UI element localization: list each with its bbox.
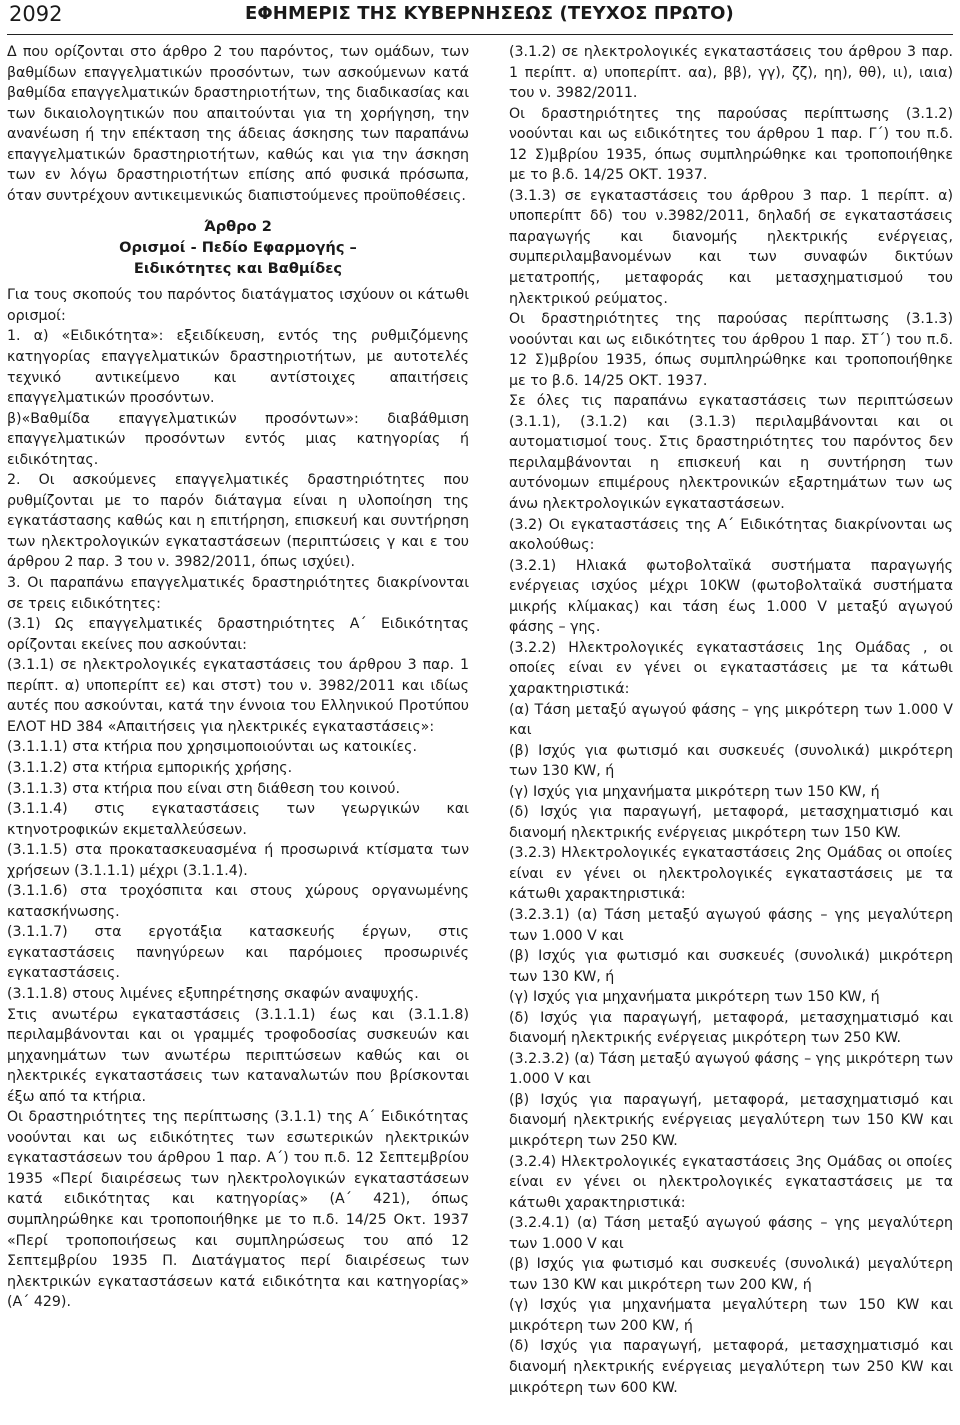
paragraph: (3.2.4) Ηλεκτρολογικές εγκαταστάσεις 3ης Ομάδας οι οποίες είναι εν γένει οι ηλεκτρολογικές εγκαταστάσεις με τα κάτωθι χαρακτηριστικά: (509, 1153, 953, 1211)
paragraph: (3.1.1.6) στα τροχόσπιτα και στους χώρους οργανωμένης κατασκήνωσης. (7, 883, 469, 920)
paragraph: (3.2) Οι εγκαταστάσεις της Α΄ Ειδικότητας διακρίνονται ως ακολούθως: (509, 516, 953, 554)
page-number: 2092 (9, 2, 63, 26)
journal-title: ΕΦΗΜΕΡΙΣ ΤΗΣ ΚΥΒΕΡΝΗΣΕΩΣ (ΤΕΥΧΟΣ ΠΡΩΤΟ) (245, 3, 734, 24)
article-title-line1: Ορισμοί - Πεδίο Εφαρμογής – (119, 239, 357, 257)
paragraph: Για τους σκοπούς του παρόντος διατάγματος ισχύουν οι κάτωθι ορισμοί: (7, 287, 469, 324)
paragraph: Οι δραστηριότητες της παρούσας περίπτωσης (3.1.3) νοούνται και ως ειδικότητες του άρθρου 1 παρ. ΣΤ΄) του π.δ. 12 Σ)μβρίου 1935, όπως συμπληρώθηκε και τροποποιήθηκε με το β.δ. 14/25 ΟΚΤ. 1937. (509, 311, 953, 389)
paragraph: (3.1.1.1) στα κτήρια που χρησιμοποιούνται ως κατοικίες. (7, 739, 417, 756)
paragraph: (γ) Ισχύς για μηχανήματα μικρότερη των 150 KW, ή (509, 783, 880, 800)
paragraph: (3.2.3.2) (α) Τάση μεταξύ αγωγού φάσης – γης μικρότερη των 1.000 V και (509, 1050, 953, 1088)
paragraph: (3.1.1.4) στις εγκαταστάσεις των γεωργικών και κτηνοτροφικών εκμεταλλεύσεων. (7, 801, 469, 838)
paragraph: (3.1.1.2) στα κτήρια εμπορικής χρήσης. (7, 759, 293, 776)
paragraph: (δ) Ισχύς για παραγωγή, μεταφορά, μετασχηματισμό και διανομή ηλεκτρικής ενέργειας μικρότερη των 250 KW. (509, 1009, 953, 1047)
paragraph: (3.1.1.8) στους λιμένες εξυπηρέτησης σκαφών αναψυχής. (7, 985, 419, 1002)
paragraph: 3. Οι παραπάνω επαγγελματικές δραστηριότητες διακρίνονται σε τρεις ειδικότητες: (7, 575, 469, 612)
paragraph: (3.1.1.7) στα εργοτάξια κατασκευής έργων, στις εγκαταστάσεις πανηγύρεων και παρόμοιες προσωρινές εγκαταστάσεις. (7, 924, 469, 982)
paragraph: (δ) Ισχύς για παραγωγή, μεταφορά, μετασχηματισμό και διανομή ηλεκτρικής ενέργειας μεγαλύτερη των 250 KW και μικρότερη των 600 KW. (509, 1338, 953, 1396)
paragraph: (3.2.1) Ηλιακά φωτοβολταϊκά συστήματα παραγωγής ενέργειας ισχύος μέχρι 10KW (φωτοβολταϊκά συστήματα μικρής κλίμακας) και τάση έως 1.000 V μεταξύ αγωγού φάσης – γης. (509, 557, 953, 636)
page-header (7, 0, 953, 35)
paragraph: (3.1.1.3) στα κτήρια που είναι στη διάθεση του κοινού. (7, 780, 400, 797)
paragraph: (3.2.2) Ηλεκτρολογικές εγκαταστάσεις 1ης Ομάδας , οι οποίες είναι εν γένει οι εγκαταστάσεις με τα κάτωθι χαρακτηριστικά: (509, 639, 953, 697)
paragraph: (β) Ισχύς για φωτισμό και συσκευές (συνολικά) μικρότερη των 130 KW, ή (509, 742, 953, 780)
intro-paragraph: Δ που ορίζονται στο άρθρο 2 του παρόντος, των ομάδων, των βαθμίδων επαγγελματικών προσόντων, των ασκούμενων κατά βαθμίδα επαγγελματικών δραστηριοτήτων, της διαδικασίας και των δικαιολογητικών που απαιτούνται για τη χορήγηση, την ανανέωση ή την επέκταση της άδειας άσκησης των παραπάνω επαγγελματικών δραστηριοτήτων, καθώς και για την άσκηση των εν λόγω δραστηριοτήτων επίσης από φυσικά πρόσωπα, όταν συντρέχουν αντικειμενικώς διαπιστούμενες προϋποθέσεις. (7, 44, 469, 204)
paragraph: Στις ανωτέρω εγκαταστάσεις (3.1.1.1) έως και (3.1.1.8) περιλαμβάνονται και οι γραμμές τροφοδοσίας συσκευών και μηχανημάτων των ανωτέρω περιπτώσεων καθώς και οι ηλεκτρικές εγκαταστάσεις των καταναλωτών που βρίσκονται έξω από τα κτήρια. (7, 1006, 469, 1105)
right-column (509, 42, 953, 1398)
paragraph: β)«Βαθμίδα επαγγελματικών προσόντων»: διαβάθμιση επαγγελματικών προσόντων εντός μιας κατηγορίας ή ειδικότητας. (7, 410, 469, 468)
paragraph: (β) Ισχύς για φωτισμό και συσκευές (συνολικά) μικρότερη των 130 KW, ή (509, 948, 953, 985)
paragraph: (β) Ισχύς για φωτισμό και συσκευές (συνολικά) μεγαλύτερη των 130 KW και μικρότερη των 200 KW, ή (509, 1256, 953, 1293)
paragraph: Σε όλες τις παραπάνω εγκαταστάσεις των περιπτώσεων (3.1.1), (3.1.2) και (3.1.3) περιλαμβάνονται και οι αυτοματισμοί τους. Στις δραστηριότητες του παρόντος δεν περιλαμβάνονται η επισκευή και η συντήρηση των αυτόνομων επιμέρους ηλεκτρονικών εξαρτημάτων των ως άνω ηλεκτρολογικών εγκαταστάσεων. (509, 393, 953, 513)
paragraph: (γ) Ισχύς για μηχανήματα μεγαλύτερη των 150 KW και μικρότερη των 200 KW, ή (509, 1297, 953, 1334)
paragraph: (3.1.2) σε ηλεκτρολογικές εγκαταστάσεις του άρθρου 3 παρ. 1 περίπτ. α) υποπερίπτ. αα), ββ), γγ), ζζ), ηη), θθ), ιι), ιαια) του ν. 3982/2011. (509, 44, 953, 102)
paragraph: (δ) Ισχύς για παραγωγή, μεταφορά, μετασχηματισμό και διανομή ηλεκτρικής ενέργειας μικρότερη των 150 KW. (509, 804, 953, 841)
paragraph: 2. Οι ασκούμενες επαγγελματικές δραστηριότητες που ρυθμίζονται με το παρόν διάταγμα είναι η υλοποίηση της εγκατάστασης καθώς και η επιτήρηση, επισκευή και συντήρηση των ηλεκτρολογικών εγκαταστάσεων (περιπτώσεις γ και ε του άρθρου 2 παρ. 3 του ν. 3982/2011, όπως ισχύει). (7, 472, 469, 571)
paragraph: (3.2.3) Ηλεκτρολογικές εγκαταστάσεις 2ης Ομάδας οι οποίες είναι εν γένει οι ηλεκτρολογικές εγκαταστάσεις με τα κάτωθι χαρακτηριστικά: (509, 845, 953, 903)
paragraph: Οι δραστηριότητες της περίπτωσης (3.1.1) της Α΄ Ειδικότητας νοούνται και ως ειδικότητες των εσωτερικών ηλεκτρικών εγκαταστάσεων του άρθρου 1 παρ. Α΄) του π.δ. 12 Σεπτεμβρίου 1935 «Περί διαιρέσεως των ηλεκτρολογικών εγκαταστάσεων κατά ειδικότητας και κατηγορίας» (Α΄ 421), όπως συμπληρώθηκε και τροποποιήθηκε με το π.δ. 14/25 Οκτ. 1937 «Περί τροποποιήσεως και συμπληρώσεως του από 12 Σεπτεμβρίου 1935 Π. Διατάγματος περί διαιρέσεως των ηλεκτρικών εγκαταστάσεων κατά ειδικότητα και κατηγορίας» (Α΄ 429). (7, 1109, 469, 1311)
paragraph: (3.1) Ως επαγγελματικές δραστηριότητες Α΄ Ειδικότητας ορίζονται εκείνες που ασκούνται: (7, 616, 469, 653)
article-title-line2: Ειδικότητες και Βαθμίδες (133, 260, 343, 278)
paragraph: (α) Τάση μεταξύ αγωγού φάσης – γης μικρότερη των 1.000 V και (509, 701, 953, 739)
paragraph: (γ) Ισχύς για μηχανήματα μικρότερη των 150 KW, ή (509, 989, 880, 1006)
article-number: Άρθρο 2 (204, 218, 272, 236)
paragraph: (β) Ισχύς για παραγωγή, μεταφορά, μετασχηματισμό και διανομή ηλεκτρικής ενέργειας μεγαλύτερη των 150 KW και μικρότερη των 250 KW. (509, 1091, 953, 1149)
article-heading (7, 216, 469, 279)
left-column (7, 42, 469, 1313)
paragraph: Οι δραστηριότητες της παρούσας περίπτωσης (3.1.2) νοούνται και ως ειδικότητες του άρθρου 1 παρ. Γ΄) του π.δ. 12 Σ)μβρίου 1935, όπως συμπληρώθηκε και τροποποιήθηκε με το β.δ. 14/25 ΟΚΤ. 1937. (509, 105, 953, 184)
paragraph: (3.1.3) σε εγκαταστάσεις του άρθρου 3 παρ. 1 περίπτ. α) υποπερίπτ δδ) του ν.3982/2011, δηλαδή σε εγκαταστάσεις παραγωγής και διανομής ηλεκτρικής ενέργειας, συμπεριλαμβανομένων και των συναφών δικτύων μετατροπής, μεταφοράς και μετασχηματισμού του ηλεκτρικού ρεύματος. (509, 187, 953, 307)
paragraph: (3.1.1.5) στα προκατασκευασμένα ή προσωρινά κτίσματα των χρήσεων (3.1.1.1) μέχρι (3.1.1.4). (7, 842, 469, 879)
paragraph: (3.1.1) σε ηλεκτρολογικές εγκαταστάσεις του άρθρου 3 παρ. 1 περίπτ. α) υποπερίπτ εε) και στστ) του ν. 3982/2011 και ιδίως αυτές που ασκούνται, κατά την έννοια του Ελληνικού Προτύπου ΕΛΟΤ HD 384 «Απαιτήσεις για ηλεκτρικές εγκαταστάσεις»: (7, 657, 469, 735)
paragraph: (3.2.3.1) (α) Τάση μεταξύ αγωγού φάσης – γης μεγαλύτερη των 1.000 V και (509, 906, 953, 944)
paragraph: 1. α) «Ειδικότητα»: εξειδίκευση, εντός της ρυθμιζόμενης κατηγορίας επαγγελματικών δραστηριοτήτων, με αυτοτελές τεχνικό αντικείμενο και αντίστοιχες απαιτήσεις επαγγελματικών προσόντων. (7, 328, 469, 407)
paragraph: (3.2.4.1) (α) Τάση μεταξύ αγωγού φάσης – γης μεγαλύτερη των 1.000 V και (509, 1215, 953, 1252)
